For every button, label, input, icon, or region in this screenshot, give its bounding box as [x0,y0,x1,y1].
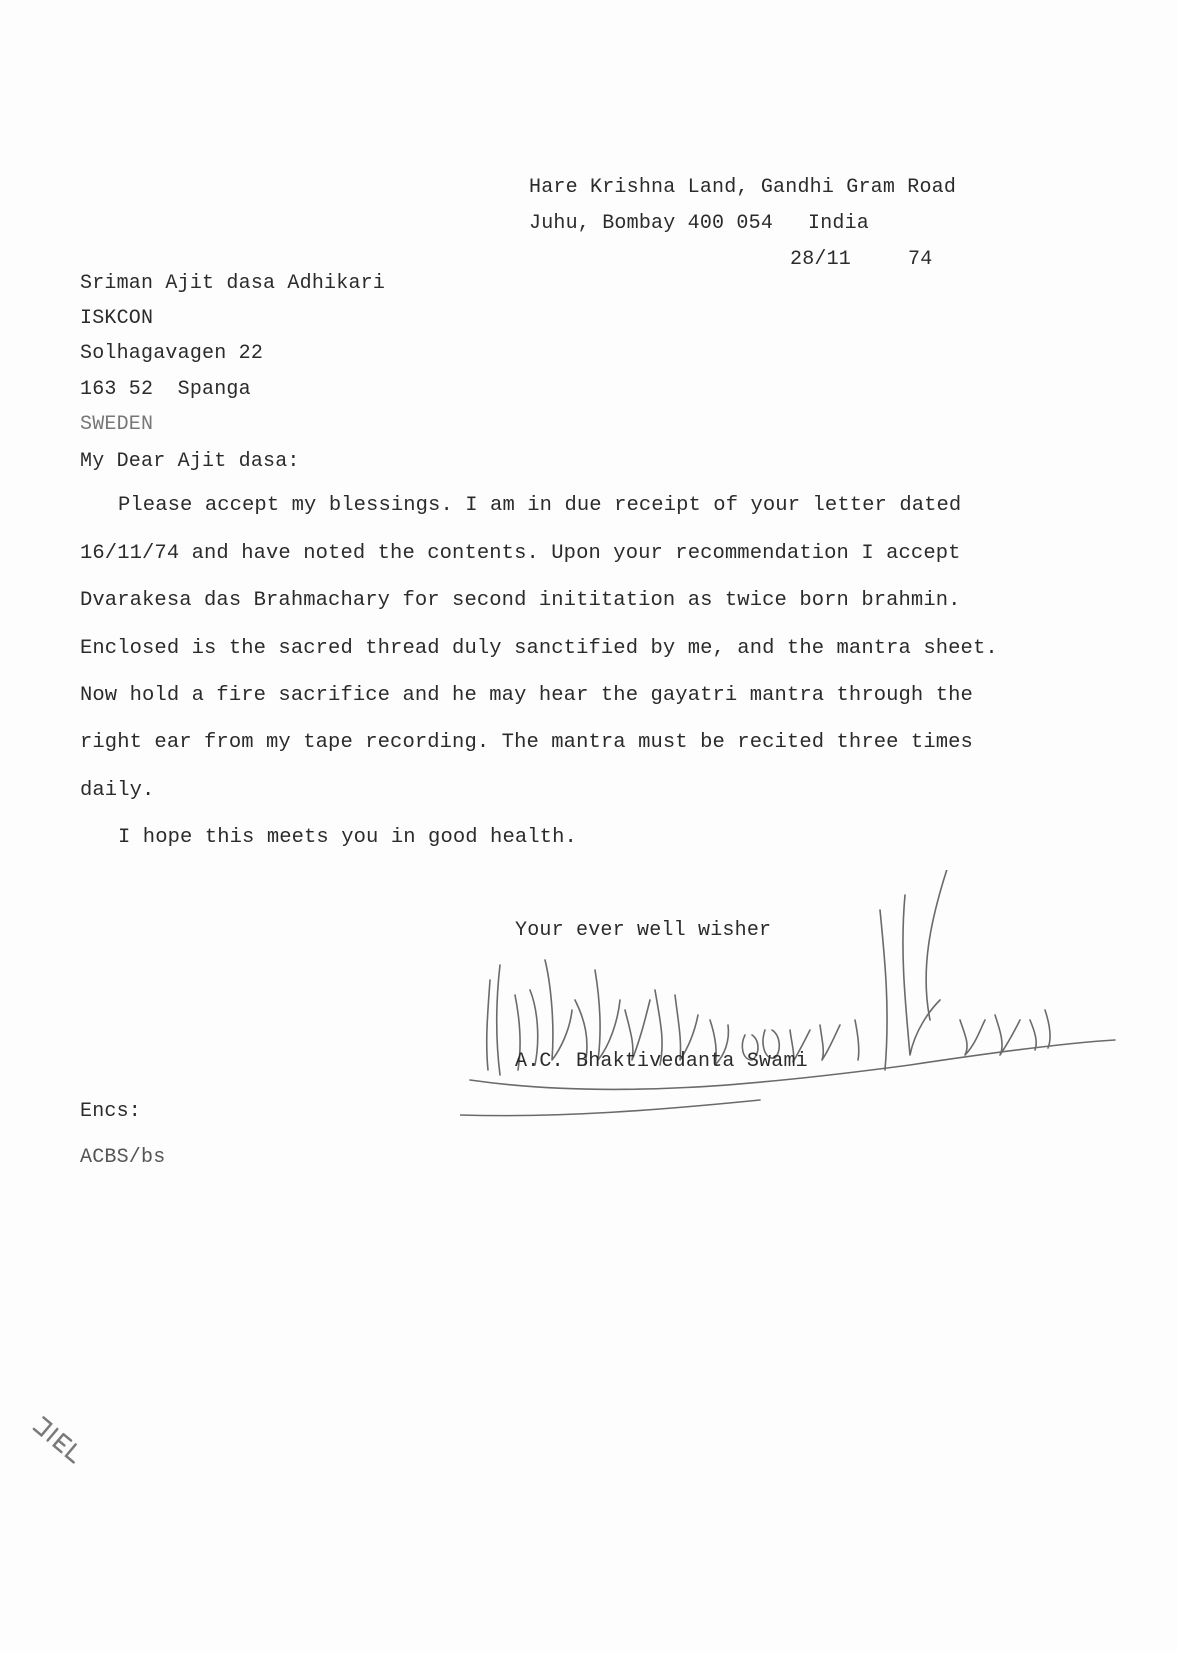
sender-address-line1: Hare Krishna Land, Gandhi Gram Road [529,176,957,199]
sender-address-country: India [808,212,870,235]
recipient-street: Solhagavagen 22 [80,342,264,365]
recipient-country: SWEDEN [80,413,154,436]
enclosures-label: Encs: [80,1100,142,1123]
closing-line: I hope this meets you in good health. [118,826,577,849]
body-line: 16/11/74 and have noted the contents. Upon your recommendation I accept [80,542,961,565]
handwritten-signature [460,870,1177,1190]
valediction: Your ever well wisher [515,919,772,942]
recipient-name: Sriman Ajit dasa Adhikari [80,272,386,295]
reference-initials: ACBS/bs [80,1146,166,1169]
recipient-postal: 163 52 Spanga [80,378,251,401]
body-line: daily. [80,779,155,802]
signatory-name: A.C. Bhaktivedanta Swami [515,1050,808,1073]
sender-address-city: Juhu, Bombay 400 054 [529,212,774,235]
archive-stamp [8,1400,98,1490]
body-line: Please accept my blessings. I am in due receipt of your letter dated [118,494,962,517]
body-line: Now hold a fire sacrifice and he may hear the gayatri mantra through the [80,684,973,707]
body-line: Dvarakesa das Brahmachary for second inititation as twice born brahmin. [80,589,961,612]
letter-date-day-month: 28/11 [790,248,852,271]
salutation: My Dear Ajit dasa: [80,450,300,473]
body-line: Enclosed is the sacred thread duly sanctified by me, and the mantra sheet. [80,637,998,660]
body-line: right ear from my tape recording. The mantra must be recited three times [80,731,973,754]
letter-date-year: 74 [908,248,933,271]
recipient-org: ISKCON [80,307,154,330]
